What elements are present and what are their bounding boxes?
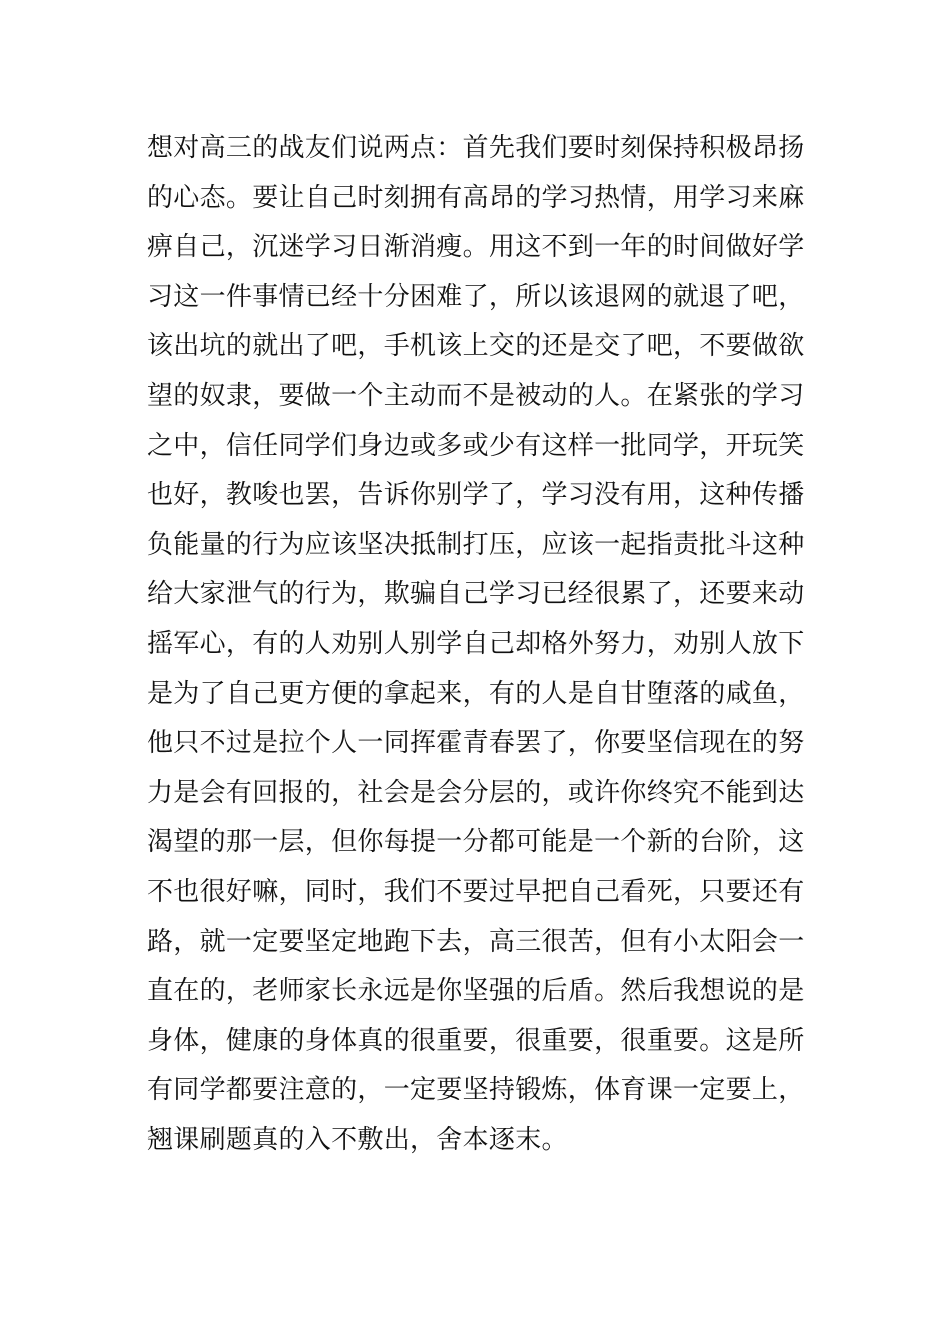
text-line: 之中，信任同学们身边或多或少有这样一批同学，开玩笑 — [147, 430, 805, 461]
body-paragraph — [147, 124, 827, 1165]
text-line: 给大家泄气的行为，欺骗自己学习已经很累了，还要来动 — [147, 579, 805, 610]
text-line: 力是会有回报的，社会是会分层的，或许你终究不能到达 — [147, 777, 805, 808]
text-line: 痹自己，沉迷学习日渐消瘦。用这不到一年的时间做好学 — [147, 232, 805, 263]
text-line: 想对高三的战友们说两点：首先我们要时刻保持积极昂扬 — [147, 133, 805, 163]
text-line: 的心态。要让自己时刻拥有高昂的学习热情，用学习来麻 — [147, 182, 805, 213]
text-line: 他只不过是拉个人一同挥霍青春罢了，你要坚信现在的努 — [147, 728, 805, 759]
text-line: 直在的，老师家长永远是你坚强的后盾。然后我想说的是 — [147, 976, 805, 1007]
text-line: 不也很好嘛，同时，我们不要过早把自己看死，只要还有 — [147, 876, 805, 907]
text-line: 望的奴隶，要做一个主动而不是被动的人。在紧张的学习 — [147, 380, 805, 411]
text-line: 也好，教唆也罢，告诉你别学了，学习没有用，这种传播 — [147, 480, 805, 511]
text-line: 习这一件事情已经十分困难了，所以该退网的就退了吧， — [147, 281, 805, 312]
text-line: 该出坑的就出了吧，手机该上交的还是交了吧，不要做欲 — [147, 331, 805, 362]
text-line: 翘课刷题真的入不敷出，舍本逐末。 — [147, 1124, 568, 1155]
text-line: 负能量的行为应该坚决抵制打压，应该一起指责批斗这种 — [147, 529, 805, 560]
text-line: 有同学都要注意的，一定要坚持锻炼，体育课一定要上， — [147, 1075, 805, 1106]
text-line: 路，就一定要坚定地跑下去，高三很苦，但有小太阳会一 — [147, 926, 805, 957]
text-line: 摇军心，有的人劝别人别学自己却格外努力，劝别人放下 — [147, 628, 805, 659]
text-line: 是为了自己更方便的拿起来，有的人是自甘堕落的咸鱼， — [147, 678, 805, 709]
text-line: 身体，健康的身体真的很重要，很重要，很重要。这是所 — [147, 1025, 805, 1056]
text-line: 渴望的那一层，但你每提一分都可能是一个新的台阶，这 — [147, 827, 805, 858]
